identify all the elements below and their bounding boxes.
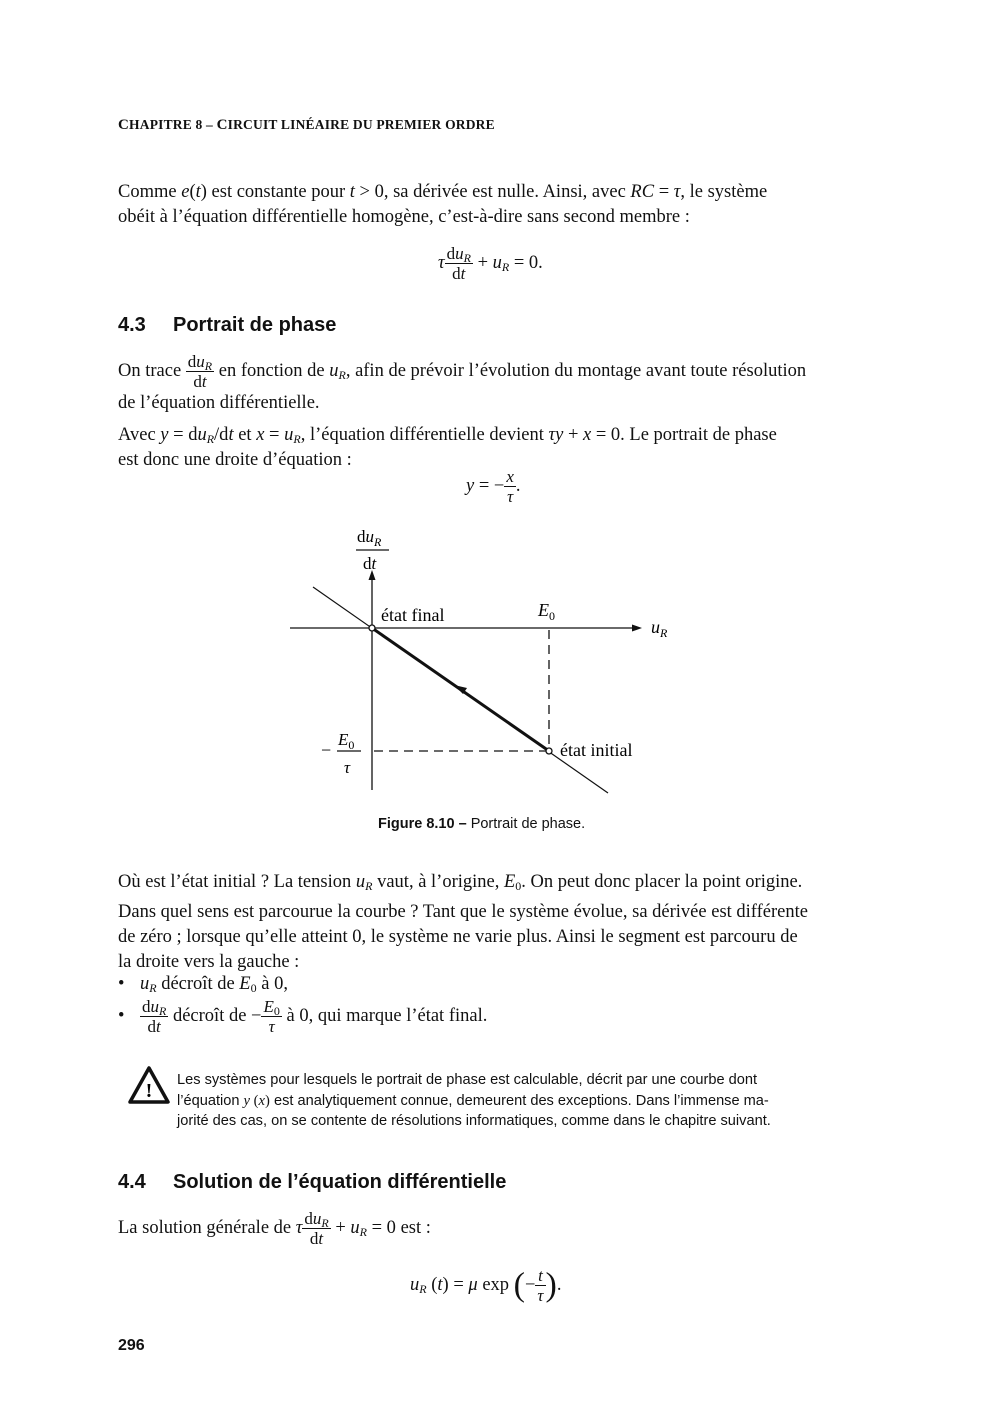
label-E0: $E_0$: [538, 600, 555, 623]
y-axis-label: [356, 527, 389, 573]
x-axis-arrow-icon: [632, 625, 642, 632]
section-heading-4-3: 4.3 Portrait de phase: [118, 314, 337, 336]
warning-icon: [127, 1065, 171, 1105]
paragraph-phase-definition: On trace $\frac{du_R}{dt}$ en fonction de $u_R$, afin de prévoir l’évolution du montage avant toute résolution de l’équation différentielle.: [118, 352, 807, 413]
paragraph-constant-source: Comme e(t) est constante pour t > 0, sa dérivée est nulle. Ainsi, avec RC = τ, le système obéit à l’équation différentielle homogène, c’est-à-dire sans second membre :: [118, 182, 768, 227]
label-minus-E0-over-tau: [321, 730, 361, 777]
paragraph-direction: Dans quel sens est parcourue la courbe ? Tant que le système évolue, sa dérivée est différente de zéro ; lorsque qu’elle atteint 0, le système ne varie plus. Ainsi le segment est parcouru de la droite vers la gauche :: [118, 902, 808, 972]
equation-phase-line: y = − $\frac{x}{\tau}$ .: [466, 467, 521, 506]
svg-text:−: −: [321, 740, 332, 760]
svg-text:τ: τ: [344, 758, 351, 777]
label-final-state: état final: [381, 605, 445, 625]
label-initial-state: état initial: [560, 740, 633, 760]
svg-text:!: !: [145, 1080, 153, 1102]
phase-portrait-figure: [280, 520, 700, 810]
figure-caption: Figure 8.10 – Portrait de phase.: [378, 816, 586, 832]
list-item-bullet-2: • $\frac{du_R}{dt}$ décroît de − $\frac{E_0}{\tau}$ à 0, qui marque l’état final.: [118, 997, 488, 1036]
svg-text:E0: $E_0$: [338, 730, 355, 752]
svg-text:duR: $du_R$: [357, 527, 382, 549]
running-header: CHAPITRE 8 – CIRCUIT LINÉAIRE DU PREMIER ORDRE: [118, 117, 495, 133]
final-state-point: [369, 625, 375, 631]
paragraph-line-equation: Avec $y = du_R/dt$ et $x = u_R$, l’équation différentielle devient τy + x = 0. Le portrait de phase est donc une droite d’équation :: [118, 425, 777, 470]
equation-homogeneous: τ $\frac{du_R}{dt}$ + $u_R = 0$.: [438, 244, 543, 283]
x-axis-label: $u_R$: [651, 617, 668, 640]
list-item-bullet-1: • $u_R$ décroît de $E_0$ à 0,: [118, 974, 288, 995]
page-number: 296: [118, 1337, 145, 1354]
warning-note: Les systèmes pour lesquels le portrait de phase est calculable, décrit par une courbe dont l’équation y (x) est analytiquement connue, demeurent des exceptions. Dans l’immense ma- jorité des cas, on se contente de résolutions informatiques, comme dans le chapitre suivant.: [177, 1072, 771, 1129]
section-heading-4-4: 4.4 Solution de l’équation différentielle: [118, 1171, 507, 1193]
svg-text:dt: dt: [363, 554, 377, 573]
initial-state-point: [546, 748, 552, 754]
equation-general-solution: $u_R$ (t) = μ exp (− $\frac{t}{\tau}$ ).: [410, 1266, 562, 1305]
paragraph-initial-state: Où est l’état initial ? La tension $u_R$ vaut, à l’origine, $E_0$. On peut donc placer la point origine.: [118, 872, 803, 893]
paragraph-general-solution: La solution générale de τ $\frac{du_R}{dt}$ + $u_R = 0$ est :: [118, 1209, 431, 1248]
